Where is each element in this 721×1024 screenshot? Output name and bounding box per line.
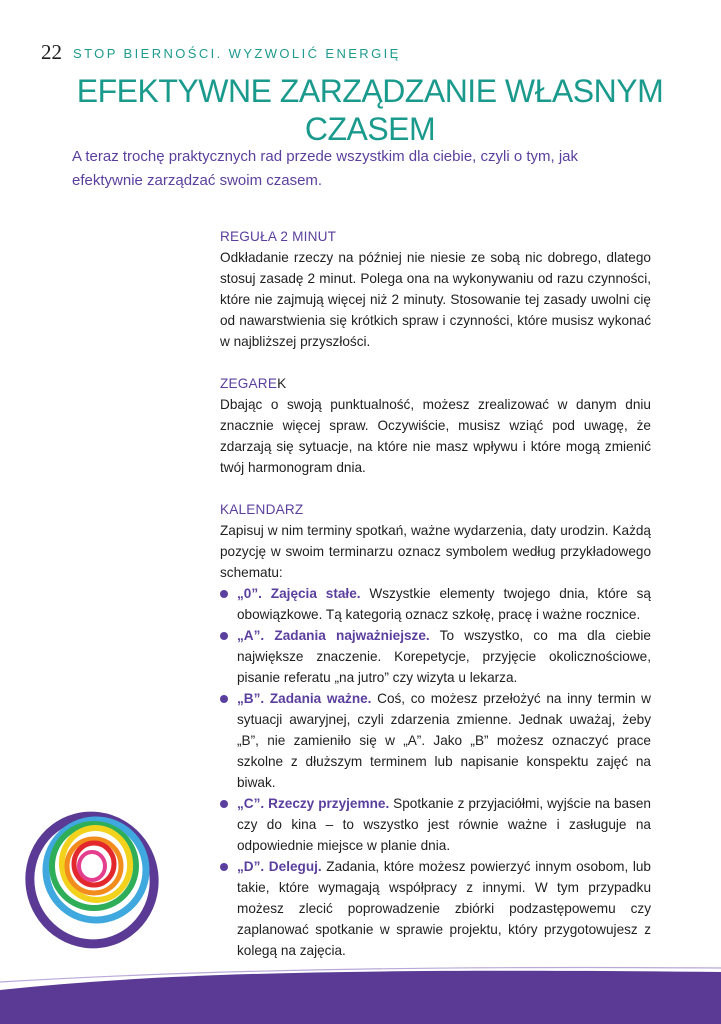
list-item	[220, 856, 651, 961]
bullet-dot-icon	[220, 632, 228, 640]
section-heading-clock-tail: K	[277, 376, 287, 391]
bullet-lead: „B”. Zadania ważne.	[237, 691, 372, 706]
section-heading-calendar: KALENDARZ	[220, 502, 304, 517]
bullet-text: Coś, co możesz przełożyć na inny termin w sytuacji awaryjnej, czyli zdarzenia zmienne. Jednak uważaj, żeby „B”, nie zamieniło się w „A”. Jako „B” możesz oznaczyć prace szkolne z dłuższym terminem lub napisanie konspektu zajęć na biwak.	[237, 691, 651, 790]
intro-paragraph: A teraz trochę praktycznych rad przede wszystkim dla ciebie, czyli o tym, jak efektywnie zarządzać swoim czasem.	[72, 148, 579, 189]
running-title: STOP BIERNOŚCI. WYZWOLIĆ ENERGIĘ	[73, 46, 401, 61]
section-heading-clock	[220, 373, 651, 394]
section-text-rule: Odkładanie rzeczy na później nie niesie ze sobą nic dobrego, dlatego stosuj zasadę 2 minut. Polega ona na wykonywaniu od razu czynności, które nie zajmują więcej niż 2 minuty. Stosowanie tej zasady uwolni cię od nawarstwienia się krótkich spraw i czynności, które musisz wykonać w najbliższej przyszłości.	[220, 250, 651, 349]
concentric-rings-logo-icon	[22, 800, 162, 950]
bullet-text: Wszystkie elementy twojego dnia, które są obowiązkowe. Tą kategorią oznacz szkołę, pracę i ważne rocznice.	[237, 586, 651, 622]
content-column	[220, 226, 651, 982]
section-text-clock: Dbając o swoją punktualność, możesz zrealizować w danym dniu znacznie więcej spraw. Oczywiście, musisz wziąć pod uwagę, że zdarzają się sytuacje, na które nie masz wpływu i które mogą zmienić twój harmonogram dnia.	[220, 397, 651, 475]
bullet-dot-icon	[220, 863, 228, 871]
bullet-lead: „A”. Zadania najważniejsze.	[237, 628, 430, 643]
page-number: 22	[41, 40, 62, 64]
bullet-lead: „D”. Deleguj.	[237, 859, 322, 874]
section-text-calendar: Zapisuj w nim terminy spotkań, ważne wydarzenia, daty urodzin. Każdą pozycję w swoim terminarzu oznacz symbolem według przykładowego schematu:	[220, 523, 651, 580]
section-rule	[220, 226, 651, 352]
bullet-text: To wszystko, co ma dla ciebie największe znaczenie. Korepetycje, przyjęcie okolicznościowe, pisanie referatu „na jutro” czy wizyta u lekarza.	[237, 628, 651, 685]
bullet-lead: „0”. Zajęcia stałe.	[237, 586, 361, 601]
bullet-dot-icon	[220, 590, 228, 598]
page-title-line2: CZASEM	[304, 111, 436, 147]
list-item	[220, 793, 651, 856]
bullet-dot-icon	[220, 695, 228, 703]
section-heading-clock-main: ZEGARE	[220, 376, 278, 391]
calendar-bullet-list	[220, 583, 651, 961]
page-title-line1: EFEKTYWNE ZARZĄDZANIE WŁASNYM	[76, 73, 664, 109]
section-clock	[220, 373, 651, 478]
purple-wave-band-icon	[0, 960, 721, 1024]
section-calendar	[220, 499, 651, 961]
bullet-text: Zadania, które możesz powierzyć innym osobom, lub takie, które wymagają współpracy z innymi. W tym przypadku możesz zlecić poprowadzenie zbiórki podzastępowemu czy zaplanować spotkanie w sprawie projektu, który przygotowujesz z kolegą na zajęcia.	[237, 859, 651, 958]
list-item	[220, 688, 651, 793]
list-item	[220, 583, 651, 625]
page-title	[60, 72, 680, 148]
bullet-lead: „C”. Rzeczy przyjemne.	[237, 796, 390, 811]
list-item	[220, 625, 651, 688]
bullet-text: Spotkanie z przyjaciółmi, wyjście na basen czy do kina – to wszystko jest równie ważne i zasługuje na odpowiednie miejsce w planie dnia.	[237, 796, 651, 853]
section-heading-rule: REGUŁA 2 MINUT	[220, 229, 337, 244]
bullet-dot-icon	[220, 800, 228, 808]
